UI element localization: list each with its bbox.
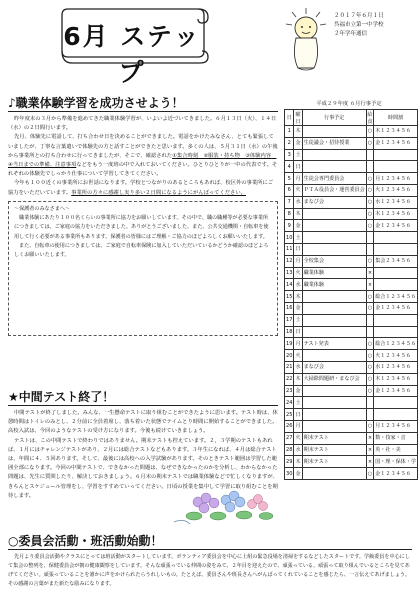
lunch-cell: ○ <box>366 137 373 149</box>
table-row <box>285 420 418 432</box>
section-committee <box>8 532 412 589</box>
school-name: 呉福市立第一中学校 <box>334 22 384 28</box>
weekday-cell: 日 <box>294 161 302 173</box>
lunch-cell: ○ <box>366 173 373 185</box>
table-row <box>285 338 418 350</box>
table-row <box>285 173 418 185</box>
table-row <box>285 326 418 338</box>
timetable-cell <box>374 232 418 244</box>
weekday-cell: 火 <box>294 350 302 362</box>
page-title: 6月 ステップ <box>63 22 201 87</box>
paragraph: 先月、体験先に電話して、打ち合わせ日を決めることができました。電話をかけたみなさん、とても緊張していましたが、丁寧な言葉遣いで体験先の方と話すことができたと思います。多くの人は、５月３１日（水）の午後から事業所との打ち合わせに行ってきましたが、そこで、確認された <box>8 134 278 159</box>
day-cell: 12 <box>285 255 294 267</box>
day-cell: 30 <box>285 468 294 480</box>
weekday-cell: 水 <box>294 444 302 456</box>
timetable-cell: 金１２３４５６ <box>374 220 418 232</box>
event-cell <box>302 291 366 303</box>
event-cell <box>302 208 366 220</box>
weekday-cell: 水 <box>294 196 302 208</box>
weekday-cell: 火 <box>294 267 302 279</box>
event-cell: まなび会 <box>302 361 366 373</box>
weekday-cell: 木 <box>294 291 302 303</box>
lunch-cell: ○ <box>366 291 373 303</box>
header-lunch: 給食 <box>367 111 373 125</box>
day-cell: 21 <box>285 361 294 373</box>
weekday-cell: 金 <box>294 302 302 314</box>
timetable-cell <box>374 397 418 409</box>
table-row <box>285 385 418 397</box>
weekday-cell: 土 <box>294 149 302 161</box>
event-cell <box>302 243 366 255</box>
timetable-cell: 英・社・美 <box>374 444 418 456</box>
timetable-cell <box>374 161 418 173</box>
timetable-cell: 月１２３４５６ <box>374 173 418 185</box>
weekday-cell: 日 <box>294 326 302 338</box>
table-row <box>285 456 418 468</box>
event-cell: 期末テスト <box>302 456 366 468</box>
table-row <box>285 468 418 480</box>
event-cell <box>302 232 366 244</box>
checklist-text: ①集合時刻 ②服装・持ち物 ③体験内容 ④当日までの準備、注意事項 <box>8 152 277 169</box>
paragraph: テストは、この中間テストで終わりではありません。期末テストも控えています。２，３学期のテストもあれば、１月にはチャレンジテストがあり、２月には総合テストなどもあります。３年生になれば、４月は総合テストは、年間に４、５回あります。そして、最後には高校への入学試験があります。そのときテスト範囲は学習した範囲全部になります。今回の中間テストで、できなかった問題は、なぜできなかったのかを分析し、わからなかった問題は、先生に質問したり、解決しておきましょう。６月末の期末テストでは職業体験などで忙しくなりますが、きちんとスケジュール管理をし、学習をすすめていってください。日頃の授業を集中して学習に取り組むことを期待します。 <box>8 437 278 499</box>
weekday-cell: 金 <box>294 385 302 397</box>
event-cell <box>302 326 366 338</box>
table-row <box>285 444 418 456</box>
day-cell: 13 <box>285 267 294 279</box>
day-cell: 26 <box>285 420 294 432</box>
day-cell: 16 <box>285 302 294 314</box>
weekday-cell: 日 <box>294 243 302 255</box>
lunch-cell: ○ <box>366 220 373 232</box>
issue-date: ２０１７年６月１日 <box>334 13 384 19</box>
table-row <box>285 196 418 208</box>
timetable-cell: 木１２３４５６ <box>374 208 418 220</box>
table-row <box>285 161 418 173</box>
day-cell: 1 <box>285 126 294 138</box>
day-cell: 3 <box>285 149 294 161</box>
lunch-cell: × <box>366 267 373 279</box>
table-row <box>285 267 418 279</box>
weekday-cell: 水 <box>294 279 302 291</box>
header-day: 日 <box>285 110 294 126</box>
weekday-cell: 木 <box>294 126 302 138</box>
notice-paragraph: 職業体験にあたり１００名くらいの事業所に協力をお願いしています。その中で、職の職種等が必要な事業所につきましては、ご家庭の協力をいただきました。ありがとうございました。また、公共交通機関・自転車を使用して行く必要がある事業所もあります。保護者の皆様にはご理解・ご協力のほどよろしくお願いいたします。 <box>14 215 269 240</box>
weekday-cell: 木 <box>294 456 302 468</box>
lunch-cell <box>366 314 373 326</box>
lunch-cell: × <box>366 456 373 468</box>
event-cell <box>302 220 366 232</box>
event-cell <box>302 397 366 409</box>
table-row <box>285 149 418 161</box>
event-cell <box>302 350 366 362</box>
timetable-cell: 総合１２３４５６ <box>374 338 418 350</box>
schedule-body <box>285 126 418 480</box>
timetable-cell: 木１２３４５６ <box>374 373 418 385</box>
day-cell: 23 <box>285 385 294 397</box>
table-row <box>285 243 418 255</box>
event-cell: まなび会 <box>302 196 366 208</box>
table-row <box>285 184 418 196</box>
lunch-cell <box>366 397 373 409</box>
event-cell: 大掃除問題研・まなび会 <box>302 373 366 385</box>
lunch-cell: ○ <box>366 302 373 314</box>
table-row <box>285 302 418 314</box>
day-cell: 14 <box>285 279 294 291</box>
lunch-cell: ○ <box>366 196 373 208</box>
table-row <box>285 432 418 444</box>
weekday-cell: 金 <box>294 220 302 232</box>
lunch-cell: ○ <box>366 350 373 362</box>
table-row <box>285 137 418 149</box>
timetable-cell: 水１２３４５６ <box>374 361 418 373</box>
section-heading: ♪職業体験学習を成功させよう！ <box>8 94 278 112</box>
weekday-cell: 火 <box>294 432 302 444</box>
day-cell: 24 <box>285 397 294 409</box>
timetable-cell: 火１２３４５６ <box>374 350 418 362</box>
timetable-cell: 金１２３４５６ <box>374 302 418 314</box>
section-body <box>8 115 278 198</box>
timetable-cell: 総合１２３４５６ <box>374 291 418 303</box>
lunch-cell <box>366 326 373 338</box>
event-cell <box>302 314 366 326</box>
paragraph: 先月より委員会活動やクラスにとっては班活動がスタートしています。ボランティア委員会を中心に上組の緊急役場を清掃をするなどしたスタートです。学級委員を中心にして集会の整列を、保健委員会が朝の健康観察をしています。そんな頑張っている仲間の姿をみて、２年目を迎えたので、頑張っている、頑張って取り組んでいるところを見てあげてください。頑張っていることを誰かに声をかけられたらうれしいもの。たとえば、委員さんや班長さんへがんばってくれていることを感じたら、一言伝えてあげましょう。その感謝の言葉がまた新たな励みになります。 <box>8 554 411 587</box>
day-cell: 22 <box>285 373 294 385</box>
timetable-cell: 木１２３４５６ <box>374 126 418 138</box>
paragraph: 昨年度末の３月から準備を進めてきた職業体験学習が、いよいよ近づいてきました。６月１３日（火）、１４日（水）の２日間行います。 <box>8 116 277 132</box>
weekday-cell: 日 <box>294 409 302 421</box>
weekday-cell: 土 <box>294 397 302 409</box>
table-row <box>285 361 418 373</box>
table-header-row <box>285 110 418 126</box>
table-row <box>285 255 418 267</box>
day-cell: 2 <box>285 137 294 149</box>
event-cell: 職業体験 <box>302 267 366 279</box>
event-cell: テスト発表 <box>302 338 366 350</box>
paragraph: などをもう一度班の中で入れておいてください。ひとりひとりが一中の代表です。それぞれの体験先でしっかり仕事について学習してきてください。 <box>8 162 278 178</box>
table-row <box>285 373 418 385</box>
weekday-cell: 土 <box>294 232 302 244</box>
event-cell <box>302 302 366 314</box>
event-cell: 期末テスト <box>302 444 366 456</box>
weekday-cell: 火 <box>294 184 302 196</box>
table-row <box>285 397 418 409</box>
lunch-cell: ○ <box>366 208 373 220</box>
lunch-cell: ○ <box>366 184 373 196</box>
table-row <box>285 350 418 362</box>
day-cell: 20 <box>285 350 294 362</box>
table-row <box>285 220 418 232</box>
weekday-cell: 金 <box>294 137 302 149</box>
paragraph: 中間テストが終了しました。みんな、一生懸命テストに取り組むことができたように思います。テスト時は、休憩時間はトイレのみとし、２分前に全員着席し、落ち着いた状態でテイムとり時間に開始することができました。高校入試は、今回のようなテストの受け方になります。今後も続けていきましょう。 <box>8 410 278 435</box>
day-cell: 18 <box>285 326 294 338</box>
lunch-cell: ○ <box>366 468 373 480</box>
day-cell: 27 <box>285 432 294 444</box>
schedule-table <box>284 100 414 480</box>
event-cell: 全校集会 <box>302 255 366 267</box>
timetable-cell: 国・理・保体・学 <box>374 456 418 468</box>
header-timetable: 時間割 <box>374 110 418 126</box>
timetable-cell: 数・技家・音 <box>374 432 418 444</box>
timetable-cell <box>374 149 418 161</box>
event-cell: 生徒議会・招待授業 <box>302 137 366 149</box>
emphasis-text: 事業所の方々に感謝し実り多い２日間になるようにがんばってください。 <box>71 189 246 196</box>
weekday-cell: 金 <box>294 468 302 480</box>
timetable-cell <box>374 409 418 421</box>
notice-paragraph: また、自転車の使用につきましては、ご家庭で自転車保険に加入していただいているかどうか確認のほどよろしくお願いいたします。 <box>14 243 269 259</box>
table-row <box>285 279 418 291</box>
lunch-cell <box>366 409 373 421</box>
weekday-cell: 月 <box>294 255 302 267</box>
lunch-cell: × <box>366 279 373 291</box>
timetable-cell <box>374 279 418 291</box>
timetable-cell <box>374 267 418 279</box>
weekday-cell: 水 <box>294 361 302 373</box>
timetable-cell: 火１２３４５６ <box>374 184 418 196</box>
weekday-cell: 木 <box>294 208 302 220</box>
timetable-cell: 月１２３４５６ <box>374 420 418 432</box>
table-row <box>285 208 418 220</box>
day-cell: 19 <box>285 338 294 350</box>
event-cell <box>302 468 366 480</box>
timetable-cell <box>374 243 418 255</box>
day-cell: 10 <box>285 232 294 244</box>
timetable-cell: 金１２３４５６ <box>374 468 418 480</box>
day-cell: 25 <box>285 409 294 421</box>
lunch-cell: ○ <box>366 338 373 350</box>
hydrangea-icon <box>168 488 278 534</box>
weekday-cell: 月 <box>294 173 302 185</box>
event-cell: 職業体験 <box>302 279 366 291</box>
event-cell: 生徒会専門委員会 <box>302 173 366 185</box>
header-event: 行事予定 <box>302 110 366 126</box>
day-cell: 6 <box>285 184 294 196</box>
timetable-cell <box>374 314 418 326</box>
table-row <box>285 126 418 138</box>
title-banner <box>58 5 210 87</box>
day-cell: 7 <box>285 196 294 208</box>
day-cell: 15 <box>285 291 294 303</box>
table-row <box>285 314 418 326</box>
lunch-cell <box>366 149 373 161</box>
event-cell: 期末テスト <box>302 432 366 444</box>
timetable-cell <box>374 326 418 338</box>
lunch-cell: ○ <box>366 361 373 373</box>
section-work-experience <box>8 94 278 336</box>
mascot-icon <box>282 6 330 78</box>
event-cell <box>302 409 366 421</box>
section-midterm <box>8 388 278 501</box>
lunch-cell <box>366 232 373 244</box>
table-caption: 平成２９年度 ６月行事予定 <box>316 101 382 107</box>
day-cell: 17 <box>285 314 294 326</box>
day-cell: 9 <box>285 220 294 232</box>
event-cell: ＰＴＡ役員会・運営委員会 <box>302 184 366 196</box>
section-heading: ○委員会活動・班活動始動！ <box>8 532 412 550</box>
timetable-cell: 水１２３４５６ <box>374 196 418 208</box>
table-row <box>285 291 418 303</box>
event-cell <box>302 126 366 138</box>
day-cell: 5 <box>285 173 294 185</box>
notice-title: ～保護者のみなさまへ～ <box>14 205 71 212</box>
event-cell <box>302 385 366 397</box>
section-heading: ★中間テスト終了！ <box>8 388 278 406</box>
parent-notice-box <box>8 201 278 336</box>
weekday-cell: 月 <box>294 338 302 350</box>
lunch-cell: ○ <box>366 126 373 138</box>
weekday-cell: 月 <box>294 420 302 432</box>
day-cell: 29 <box>285 456 294 468</box>
timetable-cell: 集会２３４５６ <box>374 255 418 267</box>
timetable-cell: 金１２３４５６ <box>374 137 418 149</box>
event-cell <box>302 161 366 173</box>
header-weekday: 曜日 <box>295 111 301 125</box>
weekday-cell: 木 <box>294 373 302 385</box>
paragraph: 今年も１００近くの事業所にお世話になります。学校とつながりのあるところもあれば、校区外の事業所にご協力をいただいています。 <box>8 180 274 196</box>
newsletter-name: ２年学年通信 <box>334 31 368 37</box>
event-cell <box>302 149 366 161</box>
lunch-cell: ○ <box>366 255 373 267</box>
table-row <box>285 409 418 421</box>
day-cell: 8 <box>285 208 294 220</box>
timetable-cell: 金１２３４５６ <box>374 385 418 397</box>
lunch-cell: ○ <box>366 420 373 432</box>
table-row <box>285 232 418 244</box>
day-cell: 4 <box>285 161 294 173</box>
lunch-cell: ○ <box>366 385 373 397</box>
lunch-cell: ○ <box>366 373 373 385</box>
day-cell: 11 <box>285 243 294 255</box>
weekday-cell: 土 <box>294 314 302 326</box>
event-cell <box>302 420 366 432</box>
lunch-cell <box>366 243 373 255</box>
day-cell: 28 <box>285 444 294 456</box>
lunch-cell <box>366 161 373 173</box>
lunch-cell: × <box>366 432 373 444</box>
lunch-cell: × <box>366 444 373 456</box>
issue-info <box>334 12 384 39</box>
